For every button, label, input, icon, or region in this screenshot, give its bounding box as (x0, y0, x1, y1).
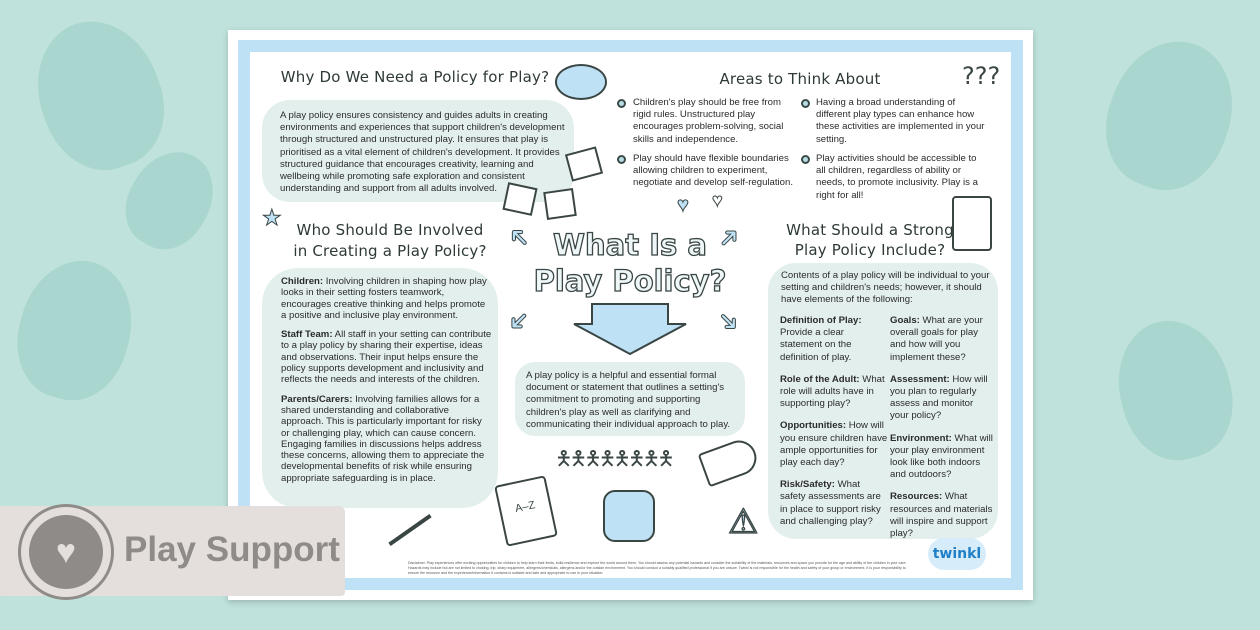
include-item: Environment: What will your play environment look like both indoors and outdoors? (890, 432, 993, 481)
center-title-line1: What Is a (553, 228, 707, 262)
question-marks-icon: ??? (962, 62, 1001, 90)
center-body: A play policy is a helpful and essential formal document or statement that outlines a setting's commitment to promoting and supporting children's play as well as clarifying and communicating their individual approach to play. (526, 370, 731, 430)
arrow-icon: ➜ (500, 219, 537, 257)
include-title-line1: What Should a Strong (786, 221, 954, 239)
area-item: Children's play should be free from rigid rules. Unstructured play encourages problem-solving, social skills and independence. (633, 97, 784, 145)
bullet-icon (801, 155, 810, 164)
center-title-line2: Play Policy? (533, 264, 727, 298)
arrow-icon: ➜ (710, 218, 747, 256)
bullet-icon (617, 99, 626, 108)
speech-bubble-icon (555, 64, 607, 100)
heart-icon: ♥ (677, 194, 689, 216)
areas-title: Areas to Think About (719, 70, 881, 88)
handprint-decoration (1088, 24, 1252, 206)
down-arrow-icon (570, 302, 690, 356)
include-item: Risk/Safety: What safety assessments are in place to support risky and challenging play? (780, 479, 881, 527)
bullet-icon (617, 155, 626, 164)
heart-icon: ♥ (712, 190, 723, 210)
star-icon: ★ (262, 205, 282, 230)
include-title-line2: Play Policy Include? (794, 241, 946, 259)
who-item-children: Children: Involving children in shaping how play looks in their setting fosters teamwork, encourages creative thinking and helps promote a positive and inclusive play environment. (281, 276, 487, 321)
who-item-parents: Parents/Carers: Involving families allows for a shared understanding and collaborative approach. This is particularly important for risky or challenging play, which can cause concern. Engaging families in discussions helps address these concerns, allowing them to appreciate the developmental benefits of risk while ensuring appropriate safeguarding is in place. (281, 393, 485, 484)
include-item: Opportunities: How will you ensure children have ample opportunities for play each day? (780, 420, 888, 469)
handprint-decoration (4, 248, 146, 412)
arrow-icon: ➜ (710, 302, 748, 340)
card-icon (502, 182, 537, 216)
include-item: Assessment: How will you plan to regularly assess and monitor your policy? (890, 373, 988, 422)
why-title: Why Do We Need a Policy for Play? (280, 68, 550, 86)
include-intro: Contents of a play policy will be individual to your setting and children's needs; however, it should have elements of the following: (781, 270, 990, 306)
people-chain-icon: 🯅🯅🯅🯅🯅🯅🯅🯅 (555, 448, 672, 470)
joined-hands-icon (603, 490, 655, 542)
twinkl-logo: twinkl (928, 538, 986, 570)
who-title-line2: in Creating a Play Policy? (293, 242, 487, 260)
heart-hands-icon: ♥ (29, 515, 103, 589)
play-support-logo (18, 504, 114, 600)
warning-icon: ⚠ (728, 503, 759, 541)
handprint-decoration (1104, 308, 1246, 472)
area-item: Play activities should be accessible to all children, regardless of ability or needs, to promote inclusivity. Play is a right for all! (816, 153, 978, 201)
area-item: Play should have flexible boundaries allowing children to experiment, negotiate and develop self-regulation. (633, 153, 794, 189)
who-item-staff: Staff Team: All staff in your setting can contribute to a play policy by sharing their expertise, ideas and observations. Their input helps ensure the policy supports development and inclusivity and reflects the needs and interests of the children. (281, 329, 492, 386)
bullet-icon (801, 99, 810, 108)
include-item: Definition of Play: Provide a clear statement on the definition of play. (780, 315, 862, 363)
disclaimer: Disclaimer: Play experiences offer exciting opportunities for children to help learn their limits, build resilience and explore the world around them. You should assess any potential hazards and consider the suitability of the materials, resources and space you provide for the age and ability of the children in your care. Hazards may include but are not limited to choking, trip, sharp equipment, allergens/chemicals, allergens and/or the outside environment. You should conduct a suitably qualified professional if you are unsure. Twinkl is not responsible for the health and safety of your group or environment. It is your responsibility to ensure the resource and the experience/information it contains is suitable and safe and appropriate to use in your situation. (408, 561, 907, 575)
why-body: A play policy ensures consistency and guides adults in creating environments and experiences that support children's development through structured and unstructured play. It ensures that play is prioritised as a vital element of children's development. It provides structured guidance that encourages creativity, learning and wellbeing while promoting safe exploration and consistent understanding and support from all adults involved. (280, 110, 565, 195)
area-item: Having a broad understanding of different play types can enhance how these activities are implemented in your setting. (816, 97, 985, 145)
arrow-icon: ➜ (500, 303, 538, 341)
who-title-line1: Who Should Be Involved (296, 221, 484, 239)
include-item: Goals: What are your overall goals for play and how will you implement these? (890, 315, 983, 363)
badge-label: Play Support (124, 530, 340, 569)
book-label: A–Z (514, 499, 537, 516)
include-item: Role of the Adult: What role will adults have in supporting play? (780, 373, 885, 410)
card-icon (543, 188, 577, 220)
include-item: Resources: What resources and materials will inspire and support play? (890, 491, 993, 540)
